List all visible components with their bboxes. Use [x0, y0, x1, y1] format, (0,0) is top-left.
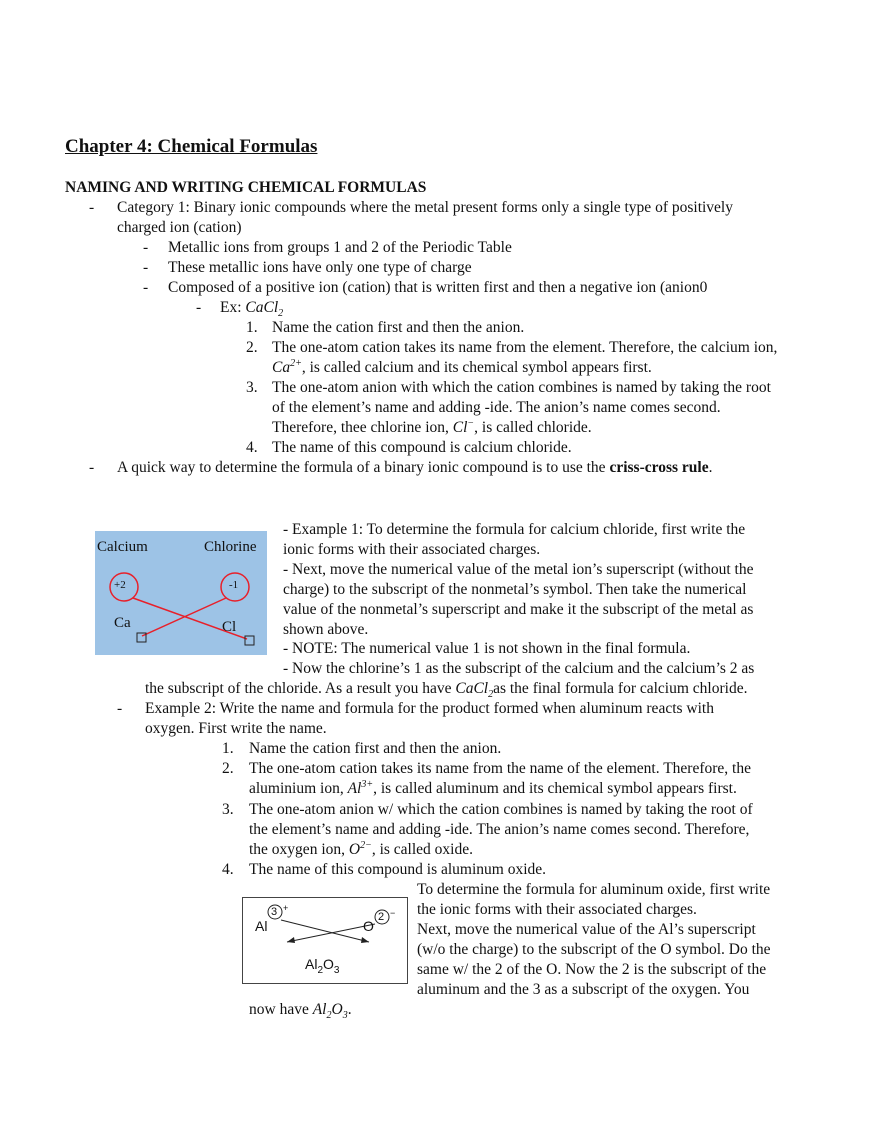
category1-line2: charged ion (cation)	[117, 219, 242, 236]
ex2-step4: The name of this compound is aluminum oxide.	[249, 861, 547, 878]
bullet-dash: -	[89, 199, 95, 216]
ex2-final-formula: now have $Al_2O_3$.	[249, 1001, 352, 1022]
ex2-step1: Name the cation first and then the anion.	[249, 740, 502, 757]
ex2-right-line1: To determine the formula for aluminum oxide, first write	[417, 881, 771, 898]
step-number: 2.	[246, 339, 258, 356]
ex2-step3: The one-atom anion w/ which the cation combines is named by taking the root of	[249, 801, 753, 818]
right-symbol: O	[363, 918, 374, 934]
step-number: 4.	[222, 861, 234, 878]
step2-text: The one-atom cation takes its name from the element. Therefore, the calcium ion,	[272, 339, 778, 356]
left-charge: +2	[114, 579, 126, 591]
category1-sub1: Metallic ions from groups 1 and 2 of the Periodic Table	[168, 239, 512, 256]
ex2-step3-cont2: the oxygen ion, $O^{2-}$, is called oxide.	[249, 839, 473, 858]
criss-cross-figure-calcium-chloride	[95, 531, 267, 655]
result-formula: $Al_2O_3$	[305, 956, 340, 976]
cross-line-left	[142, 598, 226, 636]
example1-line8: - Now the chlorine’s 1 as the subscript of the calcium and the calcium’s 2 as	[283, 660, 755, 677]
ex2-right-line6: aluminum and the 3 as a subscript of the oxygen. You	[417, 981, 750, 998]
criss-cross-line: A quick way to determine the formula of a binary ionic compound is to use the criss-cross rule.	[117, 459, 713, 476]
step2-text-cont: $Ca^{2+}$, is called calcium and its chemical symbol appears first.	[272, 357, 652, 376]
right-label: Chlorine	[204, 539, 257, 555]
example1-line3: - Next, move the numerical value of the metal ion’s superscript (without the	[283, 561, 754, 578]
example1-line2: ionic forms with their associated charges.	[283, 541, 541, 558]
step3-text: The one-atom anion with which the cation combines is named by taking the root	[272, 379, 771, 396]
step-number: 2.	[222, 760, 234, 777]
left-label: Calcium	[97, 539, 148, 555]
example1-line5: value of the nonmetal’s superscript and make it the subscript of the metal as	[283, 601, 754, 618]
category1-sub2: These metallic ions have only one type of charge	[168, 259, 472, 276]
left-charge-sign: +	[283, 903, 289, 913]
arrowhead-left	[287, 937, 295, 943]
step-number: 4.	[246, 439, 258, 456]
ex2-right-line2: the ionic forms with their associated charges.	[417, 901, 697, 918]
bullet-dash: -	[196, 299, 202, 316]
ex2-right-line3: Next, move the numerical value of the Al’s superscript	[417, 921, 756, 938]
step4-text: The name of this compound is calcium chloride.	[272, 439, 572, 456]
example1-line7: - NOTE: The numerical value 1 is not shown in the final formula.	[283, 640, 691, 657]
example1-line4: charge) to the subscript of the nonmetal’s symbol. Then take the numerical	[283, 581, 747, 598]
example1-line1: - Example 1: To determine the formula for calcium chloride, first write the	[283, 521, 746, 538]
right-charge-sign: −	[390, 908, 396, 918]
section-heading: NAMING AND WRITING CHEMICAL FORMULAS	[65, 179, 427, 196]
step3-text-cont2: Therefore, thee chlorine ion, Cl−, is called chloride.	[272, 417, 592, 436]
category1-sub3: Composed of a positive ion (cation) that is written first and then a negative ion (anion0	[168, 279, 708, 296]
right-charge: -1	[229, 579, 239, 591]
right-charge-num: 2	[378, 911, 385, 923]
example2-line2: oxygen. First write the name.	[145, 720, 327, 737]
bullet-dash: -	[143, 259, 149, 276]
example1-line6: shown above.	[283, 621, 369, 638]
step1-text: Name the cation first and then the anion.	[272, 319, 525, 336]
criss-cross-figure-aluminum-oxide	[242, 897, 408, 984]
bullet-dash: -	[89, 459, 95, 476]
ex2-step2-cont: aluminium ion, $Al^{3+}$, is called aluminum and its chemical symbol appears first.	[249, 778, 737, 797]
ex2-step3-cont: the element’s name and adding -ide. The anion’s name comes second. Therefore,	[249, 821, 750, 838]
step-number: 3.	[222, 801, 234, 818]
step-number: 3.	[246, 379, 258, 396]
bullet-dash: -	[143, 239, 149, 256]
page-title: Chapter 4: Chemical Formulas	[65, 136, 318, 157]
bullet-dash: -	[117, 700, 123, 717]
left-charge-num: 3	[271, 906, 278, 918]
example1-line9: the subscript of the chloride. As a result you have CaCl$_2$as the final formula for calcium chloride.	[145, 680, 748, 701]
ex2-step2: The one-atom cation takes its name from the name of the element. Therefore, the	[249, 760, 751, 777]
category1-line1: Category 1: Binary ionic compounds where the metal present forms only a single type of positively	[117, 199, 733, 216]
step-number: 1.	[246, 319, 258, 336]
right-subscript-box	[245, 636, 254, 645]
left-symbol: Al	[255, 918, 268, 934]
bullet-dash: -	[143, 279, 149, 296]
right-symbol: Cl	[222, 619, 237, 635]
step-number: 1.	[222, 740, 234, 757]
example-formula: Ex: CaCl$_2$	[220, 299, 284, 320]
arrowhead-right	[361, 937, 369, 943]
ex2-right-line4: (w/o the charge) to the subscript of the O symbol. Do the	[417, 941, 771, 958]
ex2-right-line5: same w/ the 2 of the O. Now the 2 is the subscript of the	[417, 961, 767, 978]
left-symbol: Ca	[114, 615, 131, 631]
example2-line1: Example 2: Write the name and formula for the product formed when aluminum reacts with	[145, 700, 714, 717]
step3-text-cont: of the element’s name and adding -ide. The anion’s name comes second.	[272, 399, 721, 416]
